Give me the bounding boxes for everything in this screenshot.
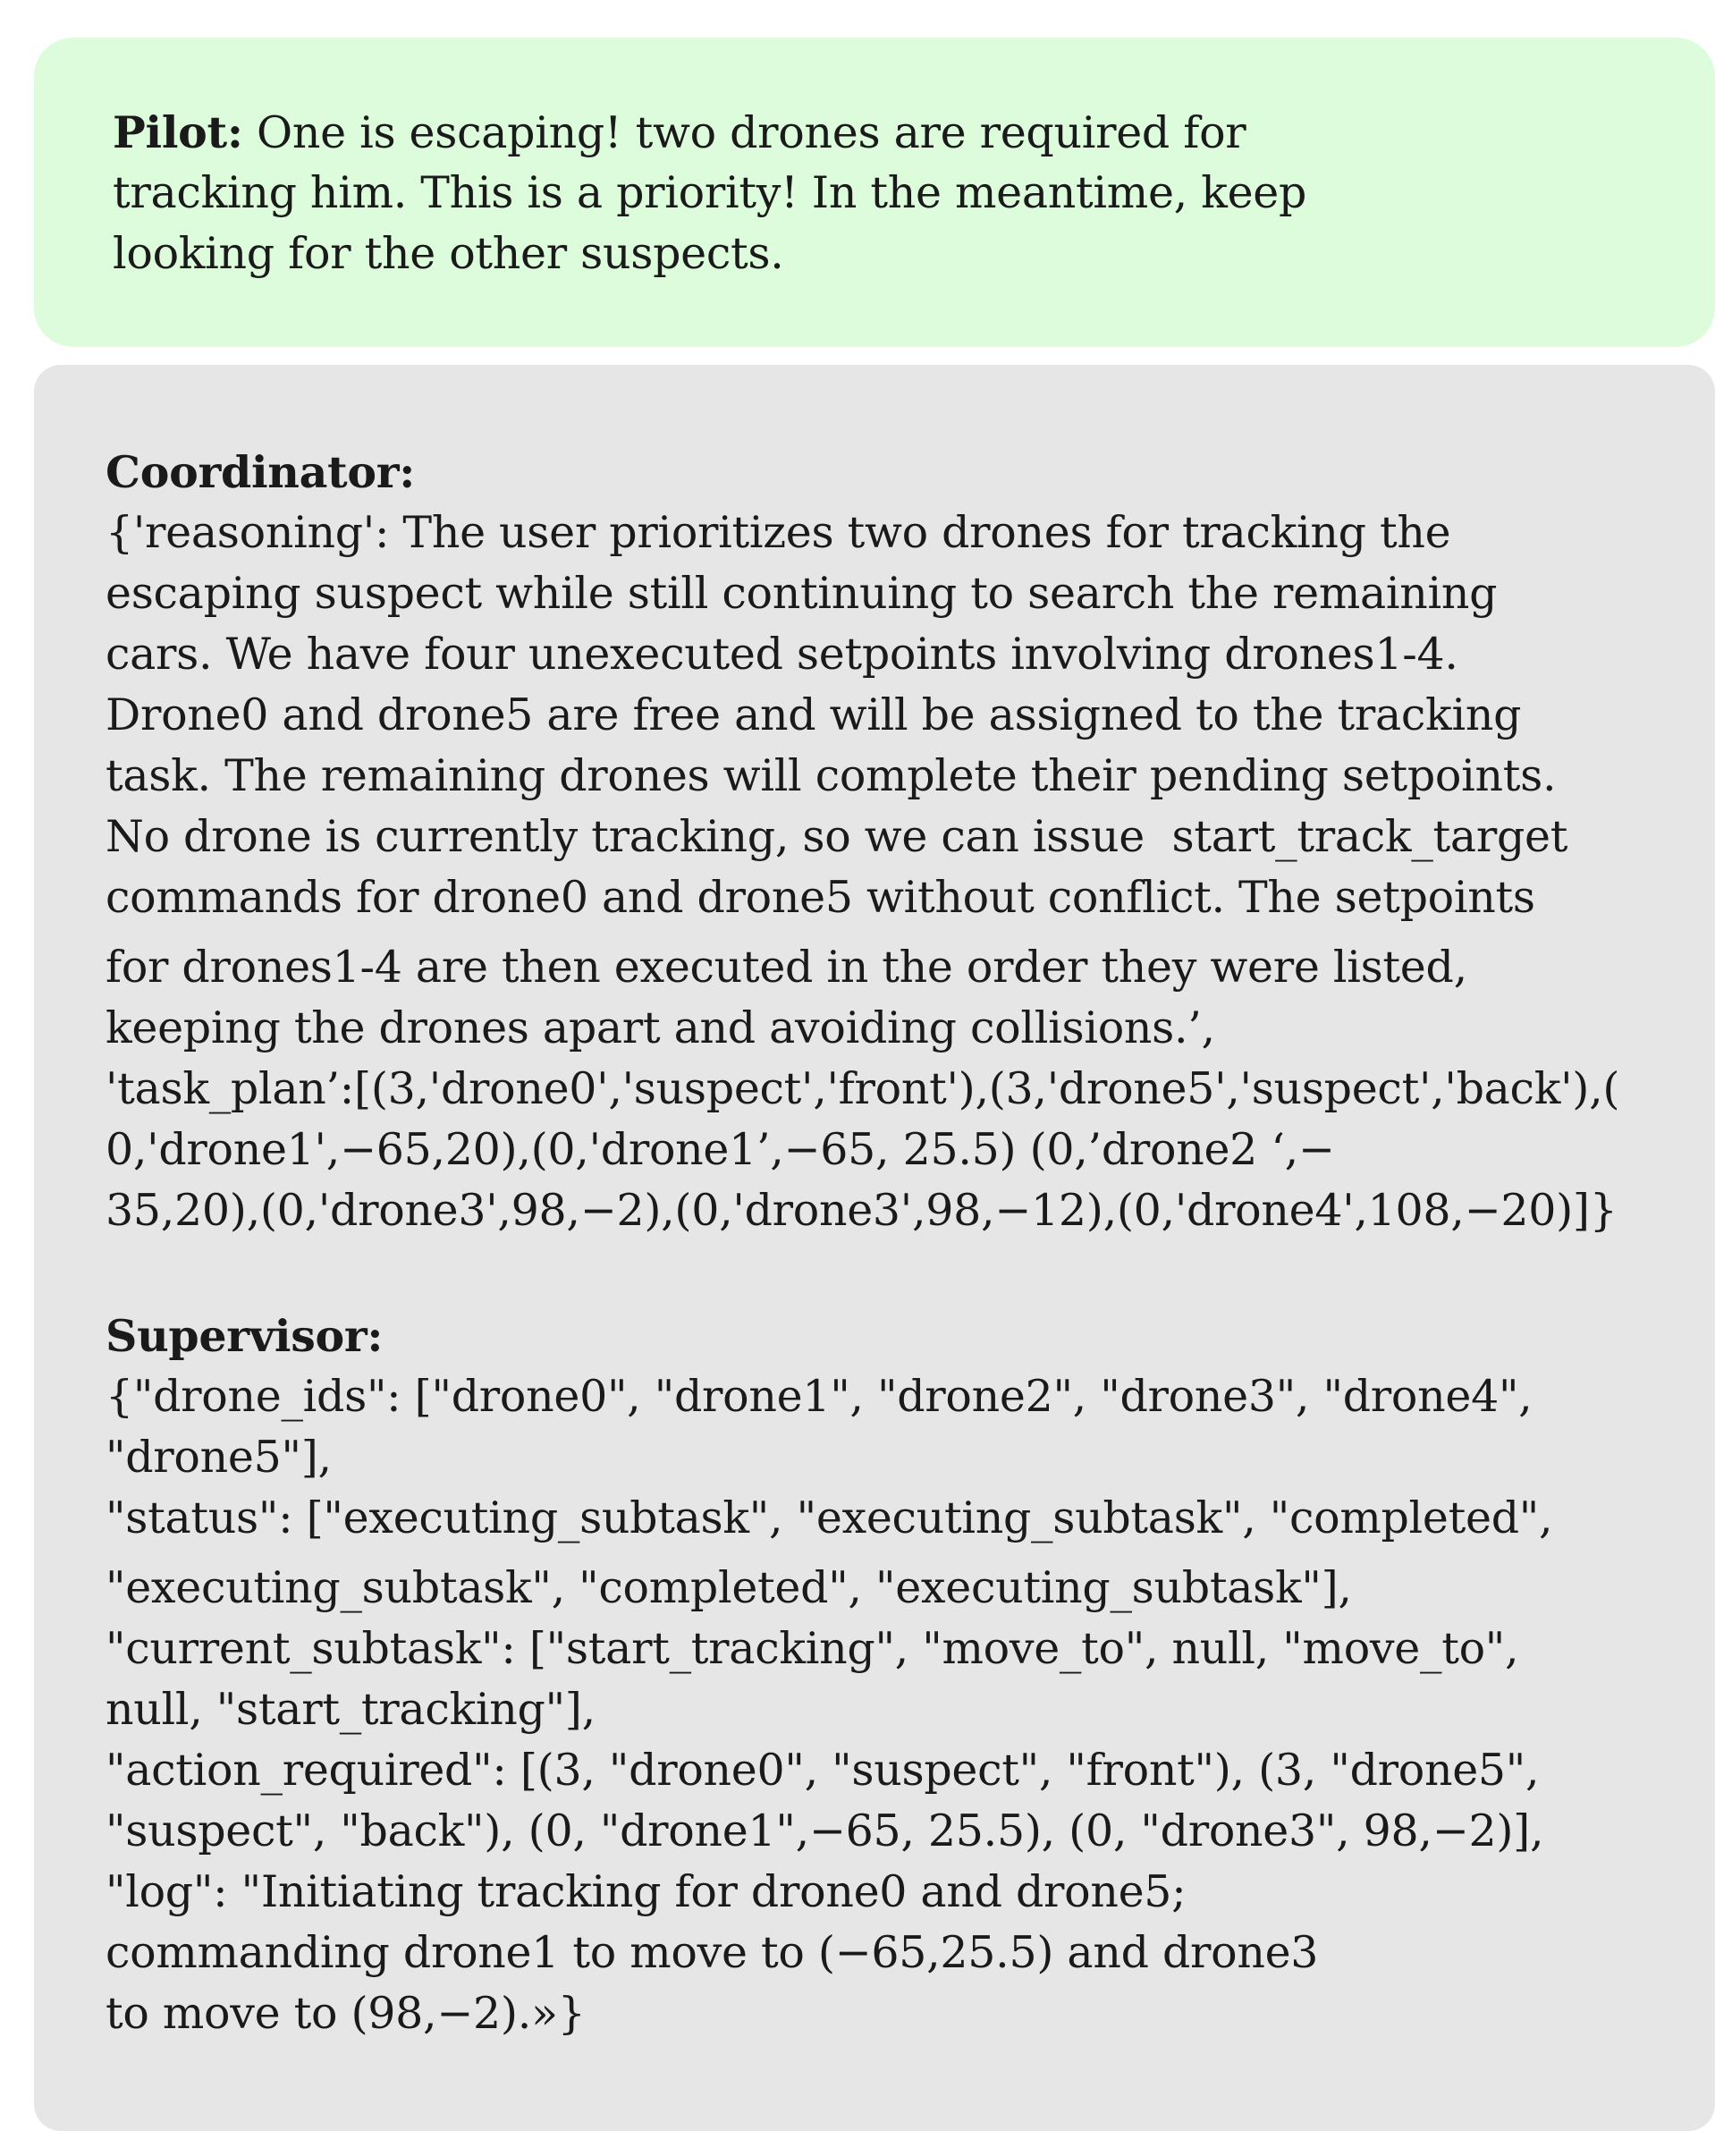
- supervisor-line-9: "log": "Initiating tracking for drone0 and drone5;: [106, 1866, 1187, 1917]
- coordinator-line-6: No drone is currently tracking, so we can issue start_track_target: [106, 811, 1568, 862]
- coordinator-line-11: 0,'drone1',−65,20),(0,'drone1’,−65, 25.5) (0,’drone2 ‘,−: [106, 1124, 1335, 1175]
- coordinator-line-7: commands for drone0 and drone5 without conflict. The setpoints: [106, 872, 1535, 923]
- supervisor-line-3: "status": ["executing_subtask", "executing_subtask", "completed",: [106, 1492, 1553, 1543]
- coordinator-line-8: for drones1-4 are then executed in the order they were listed,: [106, 942, 1467, 993]
- coordinator-line-4: Drone0 and drone5 are free and will be assigned to the tracking: [106, 689, 1522, 740]
- supervisor-line-11: to move to (98,−2).»}: [106, 1988, 586, 2039]
- supervisor-line-1: {"drone_ids": ["drone0", "drone1", "drone2", "drone3", "drone4",: [106, 1371, 1533, 1422]
- supervisor-line-7: "action_required": [(3, "drone0", "suspect", "front"), (3, "drone5",: [106, 1745, 1540, 1796]
- coordinator-line-1: {'reasoning': The user prioritizes two drones for tracking the: [106, 507, 1451, 558]
- supervisor-line-4: "executing_subtask", "completed", "executing_subtask"],: [106, 1562, 1352, 1613]
- supervisor-speaker-label: Supervisor:: [106, 1310, 384, 1362]
- supervisor-line-6: null, "start_tracking"],: [106, 1684, 596, 1735]
- coordinator-line-12: 35,20),(0,'drone3',98,−2),(0,'drone3',98,−12),(0,'drone4',108,−20)]}: [106, 1185, 1618, 1236]
- pilot-line-2: tracking him. This is a priority! In the meantime, keep: [113, 167, 1307, 218]
- pilot-speaker-label: Pilot:: [113, 106, 243, 158]
- coordinator-line-5: task. The remaining drones will complete their pending setpoints.: [106, 750, 1557, 801]
- coordinator-speaker-label: Coordinator:: [106, 446, 416, 498]
- coordinator-line-10: 'task_plan’:[(3,'drone0','suspect','front'),(3,'drone5','suspect','back'),(: [106, 1063, 1620, 1114]
- coordinator-line-9: keeping the drones apart and avoiding collisions.’,: [106, 1002, 1215, 1053]
- supervisor-line-2: "drone5"],: [106, 1432, 332, 1483]
- supervisor-line-5: "current_subtask": ["start_tracking", "move_to", null, "move_to",: [106, 1623, 1519, 1674]
- coordinator-line-2: escaping suspect while still continuing to search the remaining: [106, 568, 1498, 619]
- pilot-line-3: looking for the other suspects.: [113, 228, 784, 279]
- pilot-line-1: [113, 106, 1246, 160]
- coordinator-line-3: cars. We have four unexecuted setpoints involving drones1-4.: [106, 629, 1458, 680]
- pilot-text-1: One is escaping! two drones are required for: [242, 107, 1246, 158]
- supervisor-line-10: commanding drone1 to move to (−65,25.5) and drone3: [106, 1927, 1319, 1978]
- supervisor-line-8: "suspect", "back"), (0, "drone1",−65, 25.5), (0, "drone3", 98,−2)],: [106, 1805, 1544, 1856]
